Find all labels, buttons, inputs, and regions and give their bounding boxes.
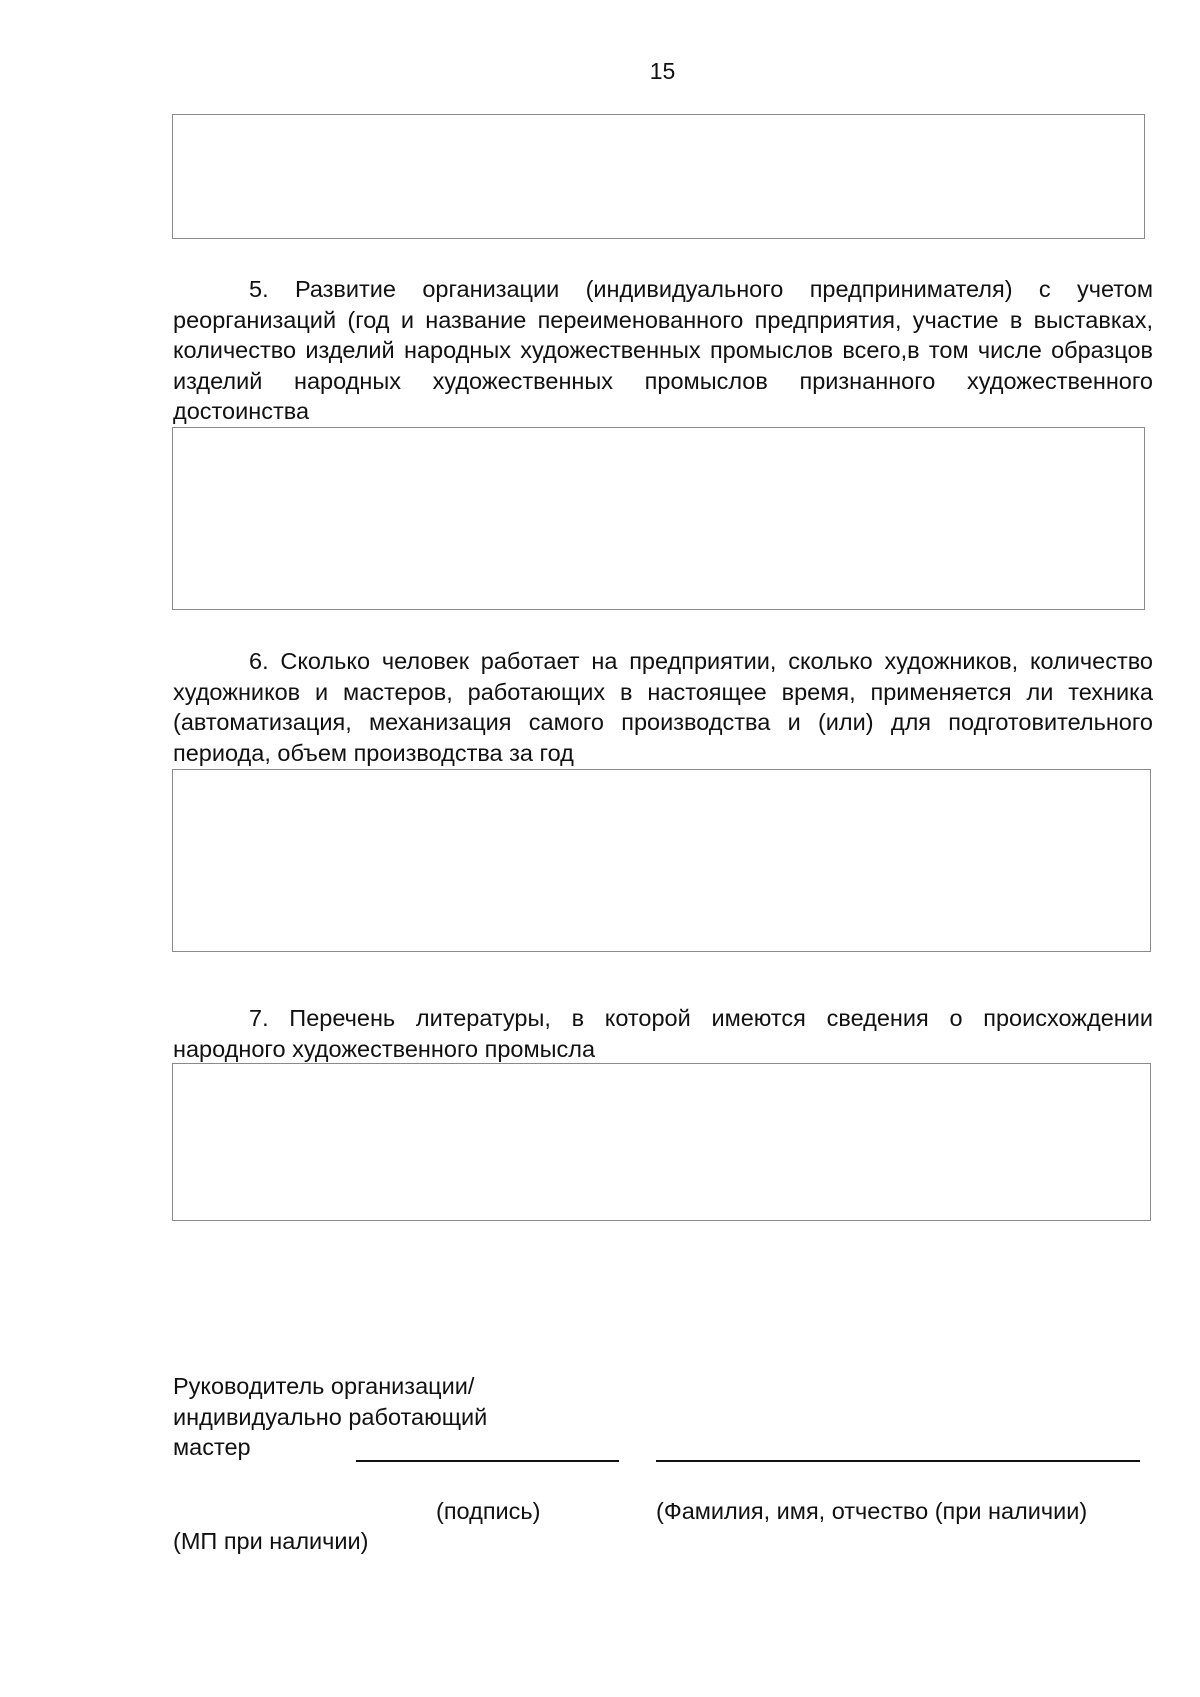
signature-line[interactable] [356, 1460, 619, 1462]
question-6-text: 6. Сколько человек работает на предприятии, сколько художников, количество художников и мастеров, работающих в настоящее время, применяется ли техника (автоматизация, механизация самого производства и (или) для подготовительного периода, объем производства за год [173, 648, 1153, 766]
answer-box-q5[interactable] [172, 427, 1145, 610]
signatory-role-line-3: мастер [173, 1434, 251, 1460]
signature-caption: (подпись) [436, 1498, 541, 1524]
page-number: 15 [649, 58, 676, 84]
signatory-role-line-1: Руководитель организации/ [173, 1373, 475, 1399]
signatory-role [173, 1371, 487, 1463]
answer-box-q7[interactable] [172, 1063, 1151, 1221]
full-name-caption: (Фамилия, имя, отчество (при наличии) [656, 1498, 1088, 1524]
full-name-line[interactable] [656, 1460, 1140, 1462]
seal-caption: (МП при наличии) [173, 1528, 369, 1554]
signatory-role-line-2: индивидуально работающий [173, 1403, 488, 1430]
answer-box-q6[interactable] [172, 769, 1151, 952]
answer-box-previous[interactable] [172, 114, 1145, 239]
question-5-text: 5. Развитие организации (индивидуального предпринимателя) с учетом реорганизаций (год и название переименованного предприятия, участие в выставках, количество изделий народных художественных промыслов всего,в том числе образцов изделий народных художественных промыслов признанного художественного достоинства [173, 276, 1153, 424]
question-7-text: 7. Перечень литературы, в которой имеются сведения о происхождении народного художественного промысла [173, 1005, 1153, 1062]
